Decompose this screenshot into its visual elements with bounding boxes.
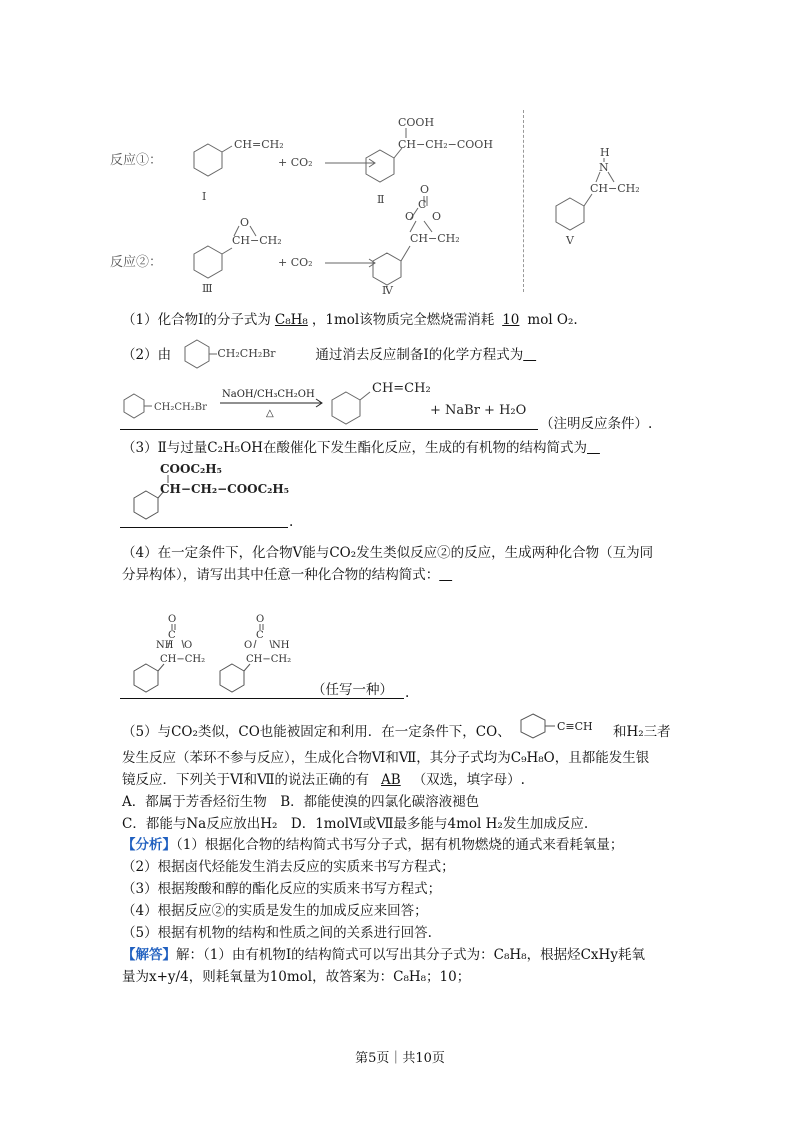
benzene-ring-III (194, 246, 222, 278)
plus-co2-2: + CO₂ (278, 256, 313, 269)
eq-reactant: CH₂CH₂Br (154, 402, 207, 413)
q2-suffix: 通过消去反应制备Ⅰ的化学方程式为 (315, 347, 524, 363)
plus-co2-1: + CO₂ (278, 156, 313, 169)
benzene-ring-icon (179, 336, 219, 370)
compound-V-figure (548, 148, 668, 248)
r1-product-top: COOH (398, 116, 435, 129)
q4-line2: 分异构体），请写出其中任意一种化合物的结构简式： (122, 567, 440, 583)
r2-chain: CH−CH₂ (232, 234, 282, 247)
q2-note: （注明反应条件）. (540, 416, 653, 432)
analysis-l4: （4）根据反应②的实质是发生的加成反应来回答； (122, 903, 428, 919)
q4-blank (439, 567, 452, 583)
r1-substituent: CH=CH₂ (234, 138, 284, 151)
number-III: Ⅲ (202, 282, 213, 295)
r2-product-o-right: O (432, 210, 442, 223)
solution-line1 (122, 945, 645, 965)
q5-line1-pre: （5）与CO₂类似，CO也能被固定和利用．在一定条件下，CO、 (122, 724, 511, 740)
s1-o-top: O (168, 614, 177, 625)
q4-answer-structures (120, 612, 320, 696)
q1-prefix: （1）化合物Ⅰ的分子式为 (122, 312, 271, 328)
r2-epoxide-o: O (240, 216, 250, 229)
q5-line3-post: （双选，填字母）. (412, 772, 525, 788)
s2-chain: CH−CH₂ (246, 654, 292, 665)
solution-tag: 【解答】 (122, 947, 176, 963)
s1-nh: NH (156, 640, 174, 651)
question-5-line3 (122, 770, 525, 790)
analysis-l1: （1）根据化合物的结构简式书写分子式，据有机物燃烧的通式来看耗氧量； (176, 837, 624, 853)
r2-label: 反应②： (110, 255, 163, 270)
analysis-l5: （5）根据有机物的结构和性质之间的关系进行回答. (122, 925, 432, 941)
q5-line2: 发生反应（苯环不参与反应），生成化合物Ⅵ和Ⅶ，其分子式均为C₉H₈O，且都能发生银 (122, 750, 650, 766)
s2-o-top: O (256, 614, 265, 625)
r2-product-o-left: O (405, 210, 415, 223)
q4-line1: （4）在一定条件下，化合物Ⅴ能与CO₂发生类似反应②的反应，生成两种化合物（互为同 (122, 545, 654, 561)
compound-V-chain: CH−CH₂ (590, 182, 640, 195)
q3-text: （3）Ⅱ与过量C₂H₅OH在酸催化下发生酯化反应，生成的有机物的结构简式为 (122, 440, 588, 456)
s1-c: C (168, 630, 176, 641)
q5-line1-post: 和H₂三者 (613, 724, 671, 740)
compound-V-n: N (599, 161, 609, 174)
number-II: Ⅱ (377, 193, 385, 206)
q2-reactant-sub: CH₂CH₂Br (217, 346, 276, 360)
number-V: Ⅴ (566, 234, 574, 247)
analysis-l2: （2）根据卤代烃能发生消去反应的实质来书写方程式； (122, 859, 455, 875)
solution-l2: 量为x+y/4，则耗氧量为10mol，故答案为：C₈H₈；10； (122, 969, 471, 985)
q2-reactant-structure (175, 346, 315, 366)
q1-suffix: mol O₂. (527, 312, 578, 328)
q3-ans-top: COOC₂H₅ (160, 462, 222, 476)
question-5-line1 (122, 719, 671, 743)
q3-blank (587, 440, 600, 456)
s2-o-ring: O (244, 640, 253, 651)
q5-alkyne-structure (515, 719, 613, 743)
compound-V-h: H (600, 148, 610, 159)
q3-ans-chain: CH−CH₂−COOC₂H₅ (160, 482, 289, 496)
r1-label: 反应①： (110, 153, 163, 168)
q2-blank (523, 347, 536, 363)
q1-answer-oxygen: 10 (502, 312, 520, 328)
q4-end: . (405, 685, 410, 701)
s1-o-ring: O (184, 640, 193, 651)
r2-product-c: C (418, 198, 427, 211)
number-I: Ⅰ (202, 190, 207, 203)
question-2 (122, 345, 536, 366)
q1-answer-formula: C₈H₈ (274, 312, 308, 328)
r2-product-chain: CH−CH₂ (410, 232, 460, 245)
question-4-line2 (122, 565, 452, 585)
eq-byproducts: + NaBr + H₂O (430, 403, 527, 418)
benzene-ring-I (194, 144, 222, 176)
q1-middle: ，1mol该物质完全燃烧需消耗 (311, 312, 495, 328)
solution-l1: 解：（1）由有机物Ⅰ的结构简式可以写出其分子式为：C₈H₈，根据烃CxHy耗氧 (176, 947, 645, 963)
s2-nh: NH (272, 640, 290, 651)
q5-alkyne: C≡CH (557, 719, 593, 733)
q3-answer-line (120, 527, 288, 528)
q2-equation-figure (120, 380, 550, 428)
question-1 (122, 310, 578, 330)
s2-c: C (256, 630, 264, 641)
analysis-l3: （3）根据羧酸和醇的酯化反应的实质来书写方程式； (122, 881, 442, 897)
benzene-ring-IV (373, 253, 401, 285)
scheme-separator (523, 110, 524, 292)
q5-answer: AB (381, 772, 401, 788)
q5-line3-pre: 镜反应．下列关于Ⅵ和Ⅶ的说法正确的有 (122, 772, 370, 788)
r1-product-chain: CH−CH₂−COOH (398, 138, 493, 151)
s1-chain: CH−CH₂ (160, 654, 206, 665)
q2-prefix: （2）由 (122, 347, 172, 363)
page-footer: 第5页｜共10页 (355, 1051, 445, 1066)
q4-note: （任写一种） (312, 682, 393, 698)
analysis-line1 (122, 835, 623, 855)
q2-answer-line (120, 429, 538, 430)
r2-product-o-top: O (420, 183, 430, 196)
q5-option-a-b: A．都属于芳香烃衍生物 B．都能使溴的四氯化碳溶液褪色 (122, 794, 480, 810)
analysis-tag: 【分析】 (122, 837, 176, 853)
eq-condition: NaOH/CH₃CH₂OH (222, 389, 315, 400)
q5-option-c-d: C．都能与Na反应放出H₂ D．1molⅥ或Ⅶ最多能与4mol H₂发生加成反应. (122, 816, 589, 832)
q3-end: . (289, 514, 294, 530)
reaction-scheme-figure (110, 108, 550, 298)
eq-delta: △ (266, 408, 274, 419)
eq-product-sub: CH=CH₂ (372, 381, 431, 396)
number-IV: Ⅳ (382, 284, 393, 297)
